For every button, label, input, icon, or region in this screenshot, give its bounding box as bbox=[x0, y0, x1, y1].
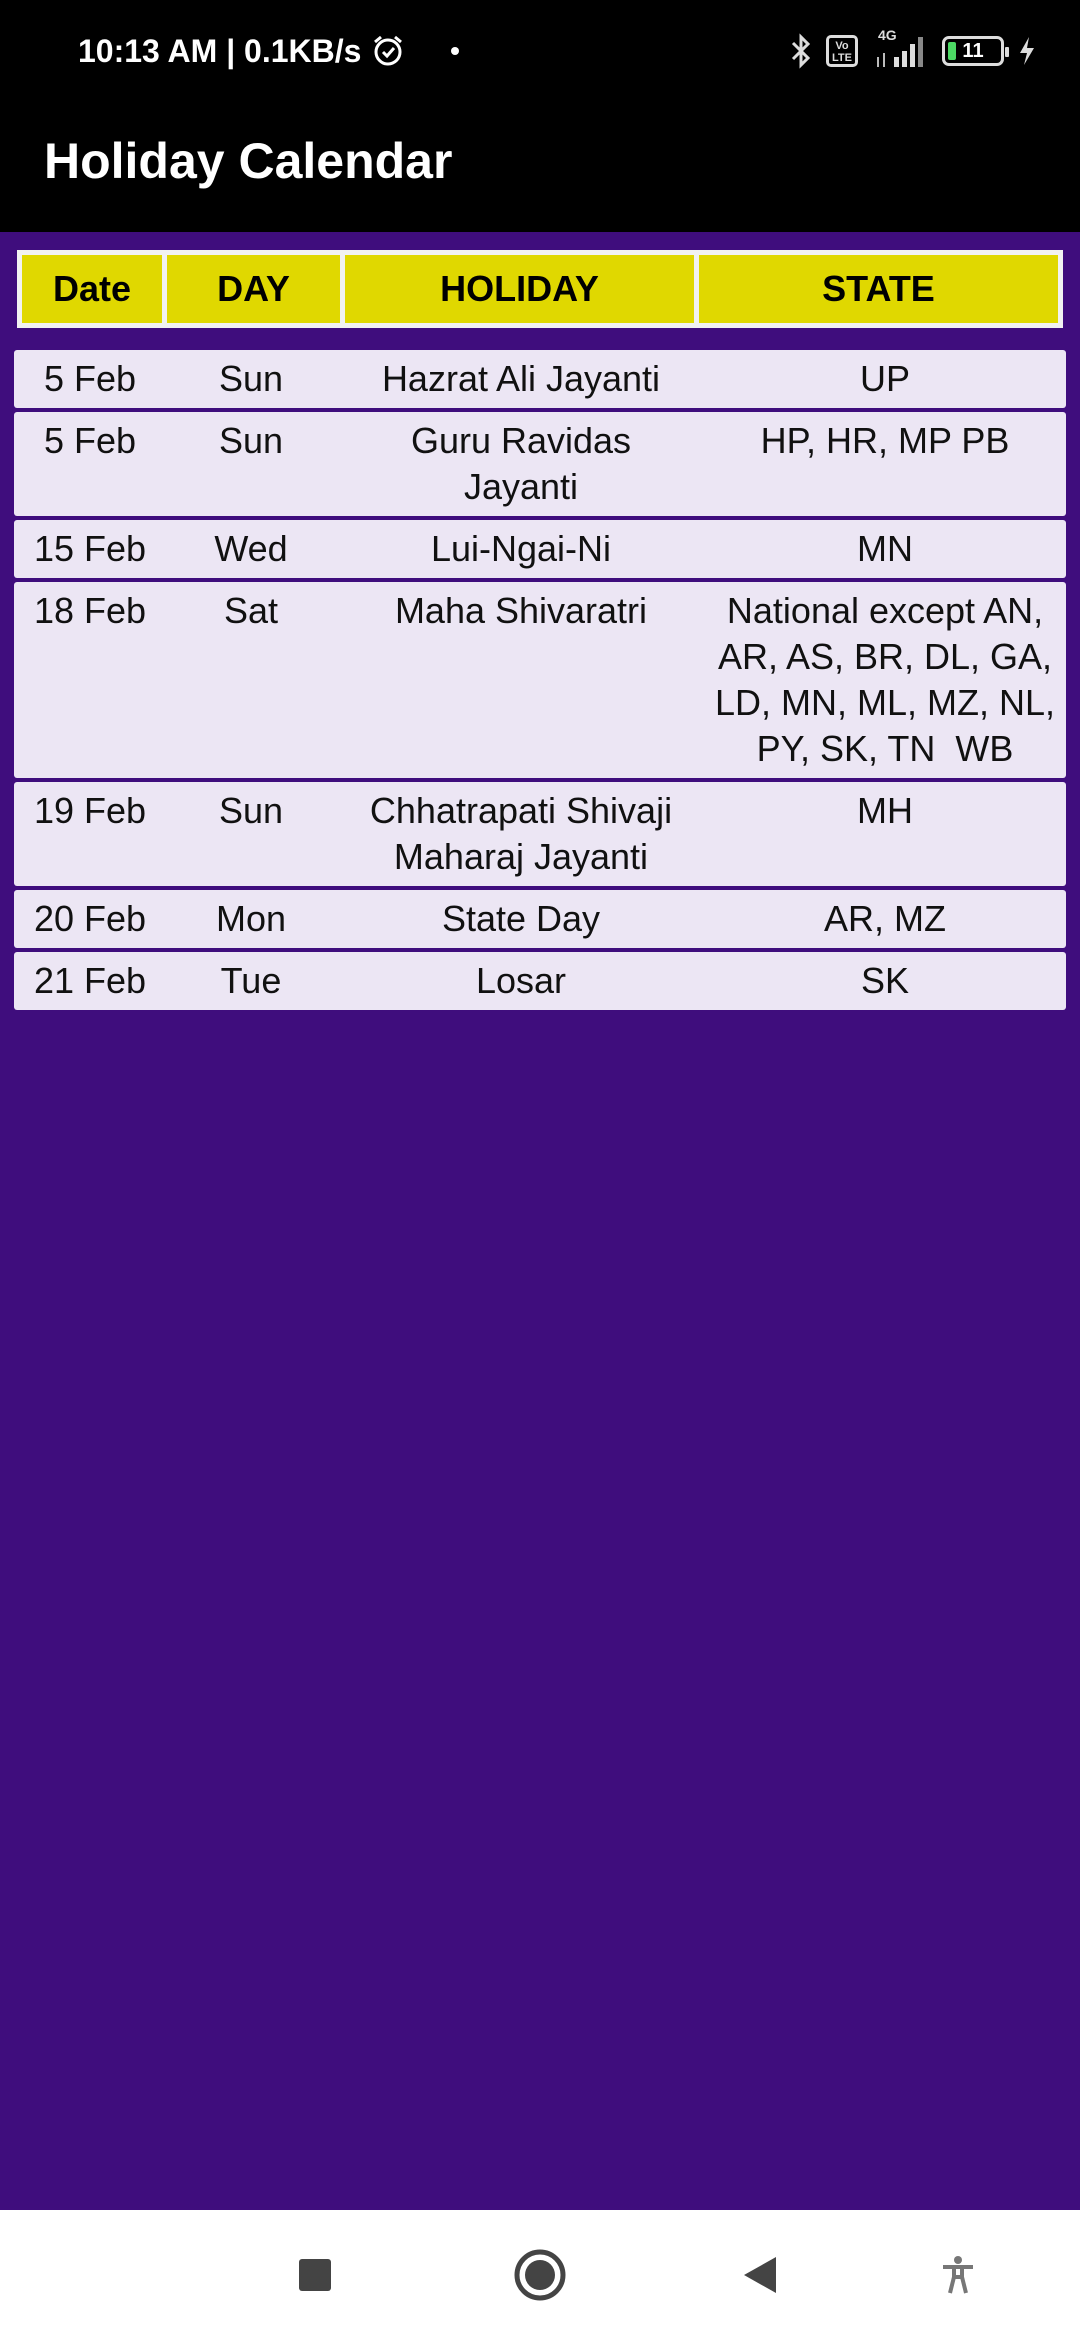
bluetooth-icon bbox=[790, 33, 812, 69]
header-day: DAY bbox=[167, 255, 340, 323]
recents-button[interactable] bbox=[255, 2210, 375, 2340]
cell-state: SK bbox=[860, 960, 910, 1001]
header-date: Date bbox=[22, 255, 162, 323]
status-time-speed: 10:13 AM | 0.1KB/s bbox=[78, 32, 362, 69]
status-bar bbox=[0, 0, 1080, 100]
cell-holiday: Guru Ravidas Jayanti bbox=[410, 420, 632, 507]
back-button[interactable] bbox=[700, 2210, 820, 2340]
home-button[interactable] bbox=[480, 2210, 600, 2340]
table-row[interactable] bbox=[14, 412, 1066, 516]
cell-state: MH bbox=[857, 790, 913, 831]
back-triangle-icon bbox=[742, 2255, 778, 2295]
cell-date: 15 Feb bbox=[33, 528, 147, 569]
cell-state: UP bbox=[859, 358, 910, 399]
holiday-table bbox=[14, 350, 1066, 1014]
home-circle-icon bbox=[513, 2248, 567, 2302]
alarm-icon bbox=[371, 34, 405, 68]
cell-day: Sun bbox=[218, 420, 284, 461]
cell-day: Sat bbox=[223, 590, 279, 631]
cell-holiday: Chhatrapati Shivaji Maharaj Jayanti bbox=[369, 790, 673, 877]
table-header bbox=[17, 250, 1063, 328]
cell-date: 21 Feb bbox=[33, 960, 147, 1001]
cell-day: Sun bbox=[218, 790, 284, 831]
status-right bbox=[790, 28, 1036, 74]
cell-date: 20 Feb bbox=[33, 898, 147, 939]
notification-dot-icon bbox=[451, 47, 459, 55]
charging-icon bbox=[1018, 36, 1036, 66]
cell-state: National except AN, AR, AS, BR, DL, GA, LD, MN, ML, MZ, NL, PY, SK, TN WB bbox=[714, 590, 1066, 769]
header-state: STATE bbox=[699, 255, 1058, 323]
cell-date: 18 Feb bbox=[33, 590, 147, 631]
cell-day: Wed bbox=[214, 528, 288, 569]
cell-state: AR, MZ bbox=[824, 898, 946, 939]
cell-day: Mon bbox=[215, 898, 287, 939]
app-bar bbox=[0, 100, 1080, 232]
cell-date: 5 Feb bbox=[43, 358, 137, 399]
signal-icon bbox=[872, 27, 928, 69]
recents-square-icon bbox=[298, 2258, 332, 2292]
system-nav-bar bbox=[0, 2210, 1080, 2340]
cell-holiday: Hazrat Ali Jayanti bbox=[381, 358, 661, 399]
cell-day: Tue bbox=[220, 960, 282, 1001]
table-row[interactable] bbox=[14, 582, 1066, 778]
network-type-label: 4G bbox=[878, 27, 897, 43]
status-left bbox=[78, 26, 459, 76]
table-row[interactable] bbox=[14, 520, 1066, 578]
cell-holiday: Maha Shivaratri bbox=[394, 590, 648, 631]
cell-state: MN bbox=[857, 528, 913, 569]
cell-day: Sun bbox=[218, 358, 284, 399]
cell-date: 5 Feb bbox=[43, 420, 137, 461]
table-row[interactable] bbox=[14, 890, 1066, 948]
cell-holiday: Lui-Ngai-Ni bbox=[430, 528, 612, 569]
page-title: Holiday Calendar bbox=[44, 133, 453, 189]
accessibility-icon bbox=[940, 2255, 976, 2295]
cell-state: HP, HR, MP PB bbox=[760, 420, 1010, 461]
table-row[interactable] bbox=[14, 952, 1066, 1010]
cell-date: 19 Feb bbox=[33, 790, 147, 831]
cell-holiday: Losar bbox=[475, 960, 567, 1001]
battery-level: 11 bbox=[962, 39, 984, 62]
accessibility-button[interactable] bbox=[898, 2210, 1018, 2340]
table-row[interactable] bbox=[14, 350, 1066, 408]
volte-icon: Vo LTE bbox=[826, 35, 858, 67]
battery-icon bbox=[942, 36, 1004, 66]
header-holiday: HOLIDAY bbox=[345, 255, 694, 323]
cell-holiday: State Day bbox=[441, 898, 601, 939]
table-row[interactable] bbox=[14, 782, 1066, 886]
